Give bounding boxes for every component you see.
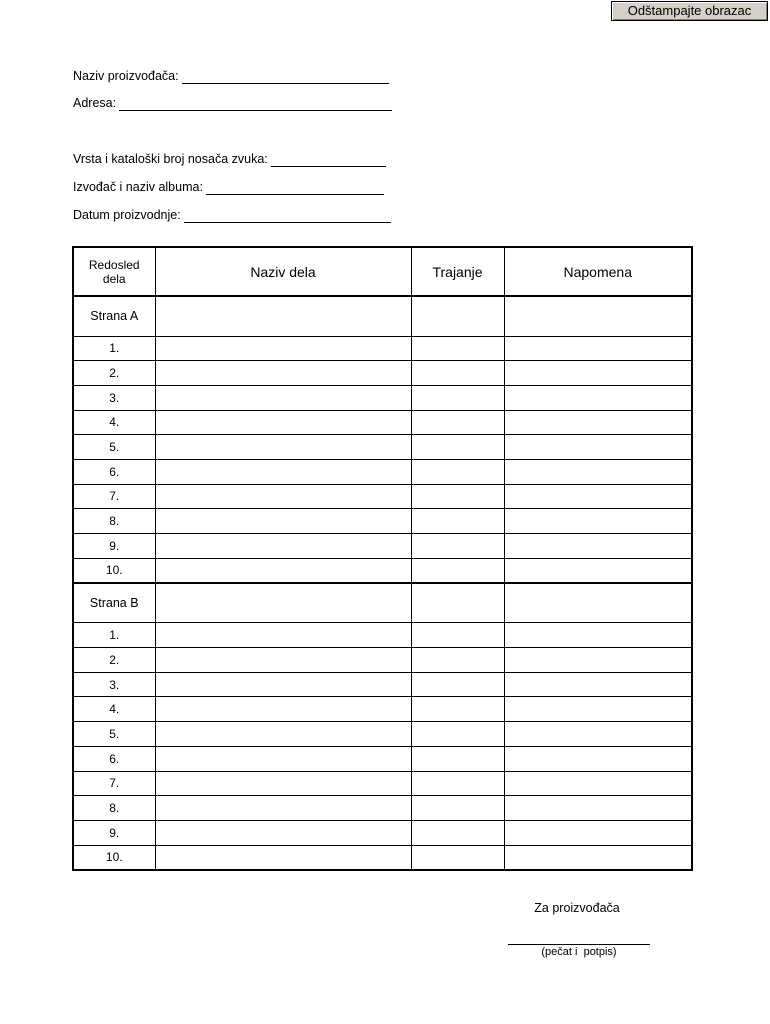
title-cell[interactable] — [155, 697, 411, 722]
table-row — [73, 722, 692, 747]
header-order-line1: Redosled — [88, 257, 140, 272]
manufacturer-name-field — [73, 69, 389, 84]
table-row — [73, 336, 692, 361]
table-row — [73, 435, 692, 460]
title-cell[interactable] — [155, 648, 411, 673]
duration-cell[interactable] — [411, 672, 504, 697]
table-row — [73, 558, 692, 583]
signature-note: (pečat i potpis) — [541, 946, 617, 958]
table-header-row — [73, 247, 692, 296]
print-form-button[interactable]: Odštampajte obrazac — [611, 1, 768, 21]
table-row — [73, 845, 692, 870]
table-row — [73, 820, 692, 845]
table-row — [73, 746, 692, 771]
row-number: 5. — [73, 722, 155, 747]
note-cell[interactable] — [504, 361, 692, 386]
table-row — [73, 623, 692, 648]
table-row — [73, 672, 692, 697]
row-number: 6. — [73, 746, 155, 771]
side-label: Strana A — [73, 296, 155, 336]
row-number: 4. — [73, 697, 155, 722]
table-row — [73, 648, 692, 673]
title-cell[interactable] — [155, 484, 411, 509]
signature-label: Za proizvođača — [534, 901, 620, 915]
note-cell[interactable] — [504, 623, 692, 648]
header-order — [73, 247, 155, 296]
row-number: 3. — [73, 385, 155, 410]
header-note: Napomena — [504, 247, 692, 296]
title-cell[interactable] — [155, 722, 411, 747]
artist-album-label: Izvođač i naziv albuma: — [73, 180, 203, 194]
row-number: 10. — [73, 558, 155, 583]
duration-cell[interactable] — [411, 361, 504, 386]
row-number: 7. — [73, 771, 155, 796]
title-cell[interactable] — [155, 509, 411, 534]
title-cell[interactable] — [155, 296, 411, 336]
table-row — [73, 410, 692, 435]
duration-cell[interactable] — [411, 459, 504, 484]
note-cell[interactable] — [504, 820, 692, 845]
note-cell[interactable] — [504, 746, 692, 771]
manufacturer-name-input[interactable] — [182, 71, 389, 84]
production-date-field — [73, 208, 391, 223]
table-row — [73, 484, 692, 509]
note-cell[interactable] — [504, 796, 692, 821]
carrier-type-input[interactable] — [271, 154, 386, 167]
carrier-type-field — [73, 152, 386, 167]
title-cell[interactable] — [155, 820, 411, 845]
note-cell[interactable] — [504, 648, 692, 673]
table-row — [73, 796, 692, 821]
duration-cell[interactable] — [411, 558, 504, 583]
table-row — [73, 459, 692, 484]
duration-cell[interactable] — [411, 296, 504, 336]
title-cell[interactable] — [155, 623, 411, 648]
title-cell[interactable] — [155, 459, 411, 484]
address-input[interactable] — [119, 98, 392, 111]
note-cell[interactable] — [504, 385, 692, 410]
title-cell[interactable] — [155, 845, 411, 870]
note-cell[interactable] — [504, 697, 692, 722]
table-row — [73, 771, 692, 796]
title-cell[interactable] — [155, 385, 411, 410]
manufacturer-name-label: Naziv proizvođača: — [73, 69, 179, 83]
table-row — [73, 697, 692, 722]
duration-cell[interactable] — [411, 484, 504, 509]
duration-cell[interactable] — [411, 435, 504, 460]
title-cell[interactable] — [155, 534, 411, 559]
duration-cell[interactable] — [411, 697, 504, 722]
row-number: 4. — [73, 410, 155, 435]
table-row — [73, 534, 692, 559]
table-row — [73, 361, 692, 386]
duration-cell[interactable] — [411, 648, 504, 673]
duration-cell[interactable] — [411, 385, 504, 410]
title-cell[interactable] — [155, 558, 411, 583]
duration-cell[interactable] — [411, 410, 504, 435]
row-number: 2. — [73, 361, 155, 386]
title-cell[interactable] — [155, 583, 411, 623]
row-number: 6. — [73, 459, 155, 484]
row-number: 1. — [73, 623, 155, 648]
side-row — [73, 296, 692, 336]
production-date-label: Datum proizvodnje: — [73, 208, 181, 222]
table-row — [73, 509, 692, 534]
production-date-input[interactable] — [184, 210, 391, 223]
duration-cell[interactable] — [411, 722, 504, 747]
row-number: 5. — [73, 435, 155, 460]
header-duration: Trajanje — [411, 247, 504, 296]
title-cell[interactable] — [155, 771, 411, 796]
row-number: 8. — [73, 796, 155, 821]
row-number: 10. — [73, 845, 155, 870]
note-cell[interactable] — [504, 845, 692, 870]
note-cell[interactable] — [504, 558, 692, 583]
address-label: Adresa: — [73, 96, 117, 110]
note-cell[interactable] — [504, 484, 692, 509]
row-number: 7. — [73, 484, 155, 509]
duration-cell[interactable] — [411, 771, 504, 796]
duration-cell[interactable] — [411, 746, 504, 771]
signature-line[interactable] — [508, 944, 650, 945]
note-cell[interactable] — [504, 771, 692, 796]
duration-cell[interactable] — [411, 509, 504, 534]
row-number: 2. — [73, 648, 155, 673]
duration-cell[interactable] — [411, 796, 504, 821]
note-cell[interactable] — [504, 410, 692, 435]
title-cell[interactable] — [155, 796, 411, 821]
title-cell[interactable] — [155, 410, 411, 435]
row-number: 3. — [73, 672, 155, 697]
artist-album-input[interactable] — [206, 182, 384, 195]
table-row — [73, 385, 692, 410]
side-label: Strana B — [73, 583, 155, 623]
duration-cell[interactable] — [411, 820, 504, 845]
note-cell[interactable] — [504, 672, 692, 697]
artist-album-field — [73, 180, 384, 195]
note-cell[interactable] — [504, 534, 692, 559]
note-cell[interactable] — [504, 336, 692, 361]
row-number: 9. — [73, 534, 155, 559]
side-row — [73, 583, 692, 623]
duration-cell[interactable] — [411, 336, 504, 361]
duration-cell[interactable] — [411, 534, 504, 559]
duration-cell[interactable] — [411, 583, 504, 623]
duration-cell[interactable] — [411, 845, 504, 870]
row-number: 9. — [73, 820, 155, 845]
tracklist-table — [72, 246, 693, 871]
header-order-line2: dela — [102, 271, 126, 286]
note-cell[interactable] — [504, 296, 692, 336]
note-cell[interactable] — [504, 459, 692, 484]
title-cell[interactable] — [155, 336, 411, 361]
note-cell[interactable] — [504, 722, 692, 747]
title-cell[interactable] — [155, 435, 411, 460]
note-cell[interactable] — [504, 583, 692, 623]
note-cell[interactable] — [504, 509, 692, 534]
header-title: Naziv dela — [155, 247, 411, 296]
note-cell[interactable] — [504, 435, 692, 460]
title-cell[interactable] — [155, 672, 411, 697]
title-cell[interactable] — [155, 746, 411, 771]
duration-cell[interactable] — [411, 623, 504, 648]
row-number: 8. — [73, 509, 155, 534]
title-cell[interactable] — [155, 361, 411, 386]
address-field — [73, 96, 392, 111]
carrier-type-label: Vrsta i kataloški broj nosača zvuka: — [73, 152, 268, 166]
row-number: 1. — [73, 336, 155, 361]
